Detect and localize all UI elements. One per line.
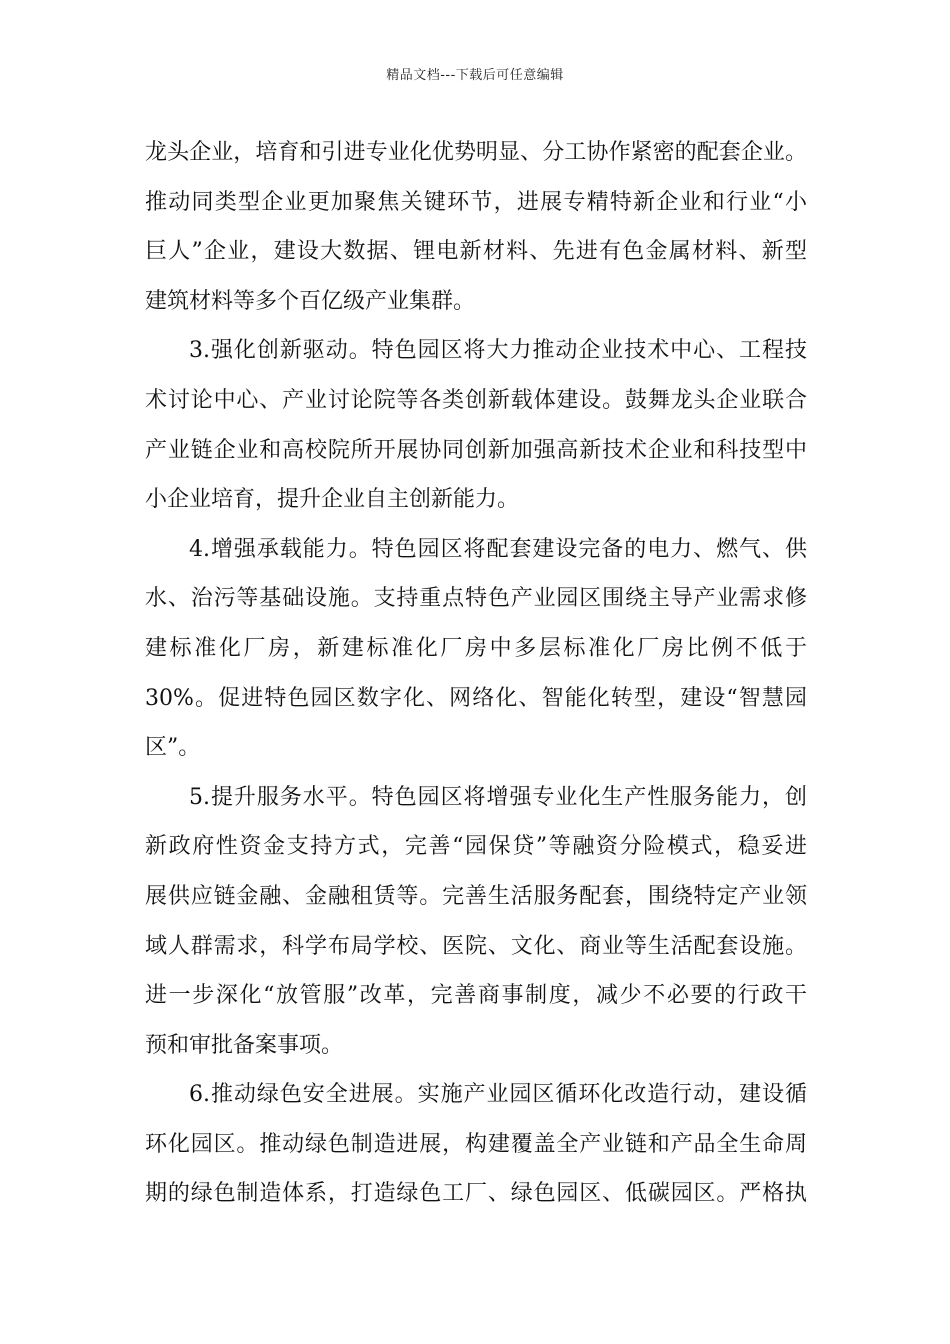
text-line: 建标准化厂房，新建标准化厂房中多层标准化厂房比例不低于	[145, 635, 807, 661]
text-line: 6.推动绿色安全进展。实施产业园区循环化改造行动，建设循	[189, 1082, 807, 1108]
text-line: 5.提升服务水平。特色园区将增强专业化生产性服务能力，创	[189, 784, 807, 810]
text-line: 环化园区。推动绿色制造进展，构建覆盖全产业链和产品全生命周	[145, 1131, 807, 1157]
page-header: 精品文档---下载后可任意编辑	[386, 68, 564, 83]
text-line: 30%。促进特色园区数字化、网络化、智能化转型，建设“智慧园	[145, 685, 807, 711]
text-line: 新政府性资金支持方式，完善“园保贷”等融资分险模式，稳妥进	[145, 834, 807, 860]
text-line: 预和审批备案事项。	[145, 1032, 344, 1058]
text-line: 进一步深化“放管服”改革，完善商事制度，减少不必要的行政干	[145, 983, 807, 1009]
text-line: 域人群需求，科学布局学校、医院、文化、商业等生活配套设施。	[145, 933, 807, 959]
text-line: 期的绿色制造体系，打造绿色工厂、绿色园区、低碳园区。严格执	[145, 1181, 807, 1207]
text-line: 小企业培育，提升企业自主创新能力。	[145, 487, 520, 513]
text-line: 产业链企业和高校院所开展协同创新加强高新技术企业和科技型中	[145, 437, 807, 463]
text-line: 展供应链金融、金融租赁等。完善生活服务配套，围绕特定产业领	[145, 883, 807, 909]
text-line: 推动同类型企业更加聚焦关键环节，进展专精特新企业和行业“小	[145, 189, 807, 215]
text-line: 3.强化创新驱动。特色园区将大力推动企业技术中心、工程技	[189, 338, 807, 364]
text-line: 区”。	[145, 735, 201, 761]
text-line: 建筑材料等多个百亿级产业集群。	[145, 288, 476, 314]
document-body	[145, 128, 807, 1219]
text-line: 4.增强承载能力。特色园区将配套建设完备的电力、燃气、供	[189, 536, 807, 562]
text-line: 术讨论中心、产业讨论院等各类创新载体建设。鼓舞龙头企业联合	[145, 387, 807, 413]
text-line: 水、治污等基础设施。支持重点特色产业园区围绕主导产业需求修	[145, 586, 807, 612]
text-line: 龙头企业，培育和引进专业化优势明显、分工协作紧密的配套企业。	[145, 140, 807, 165]
text-line: 巨人”企业，建设大数据、锂电新材料、先进有色金属材料、新型	[145, 239, 807, 265]
